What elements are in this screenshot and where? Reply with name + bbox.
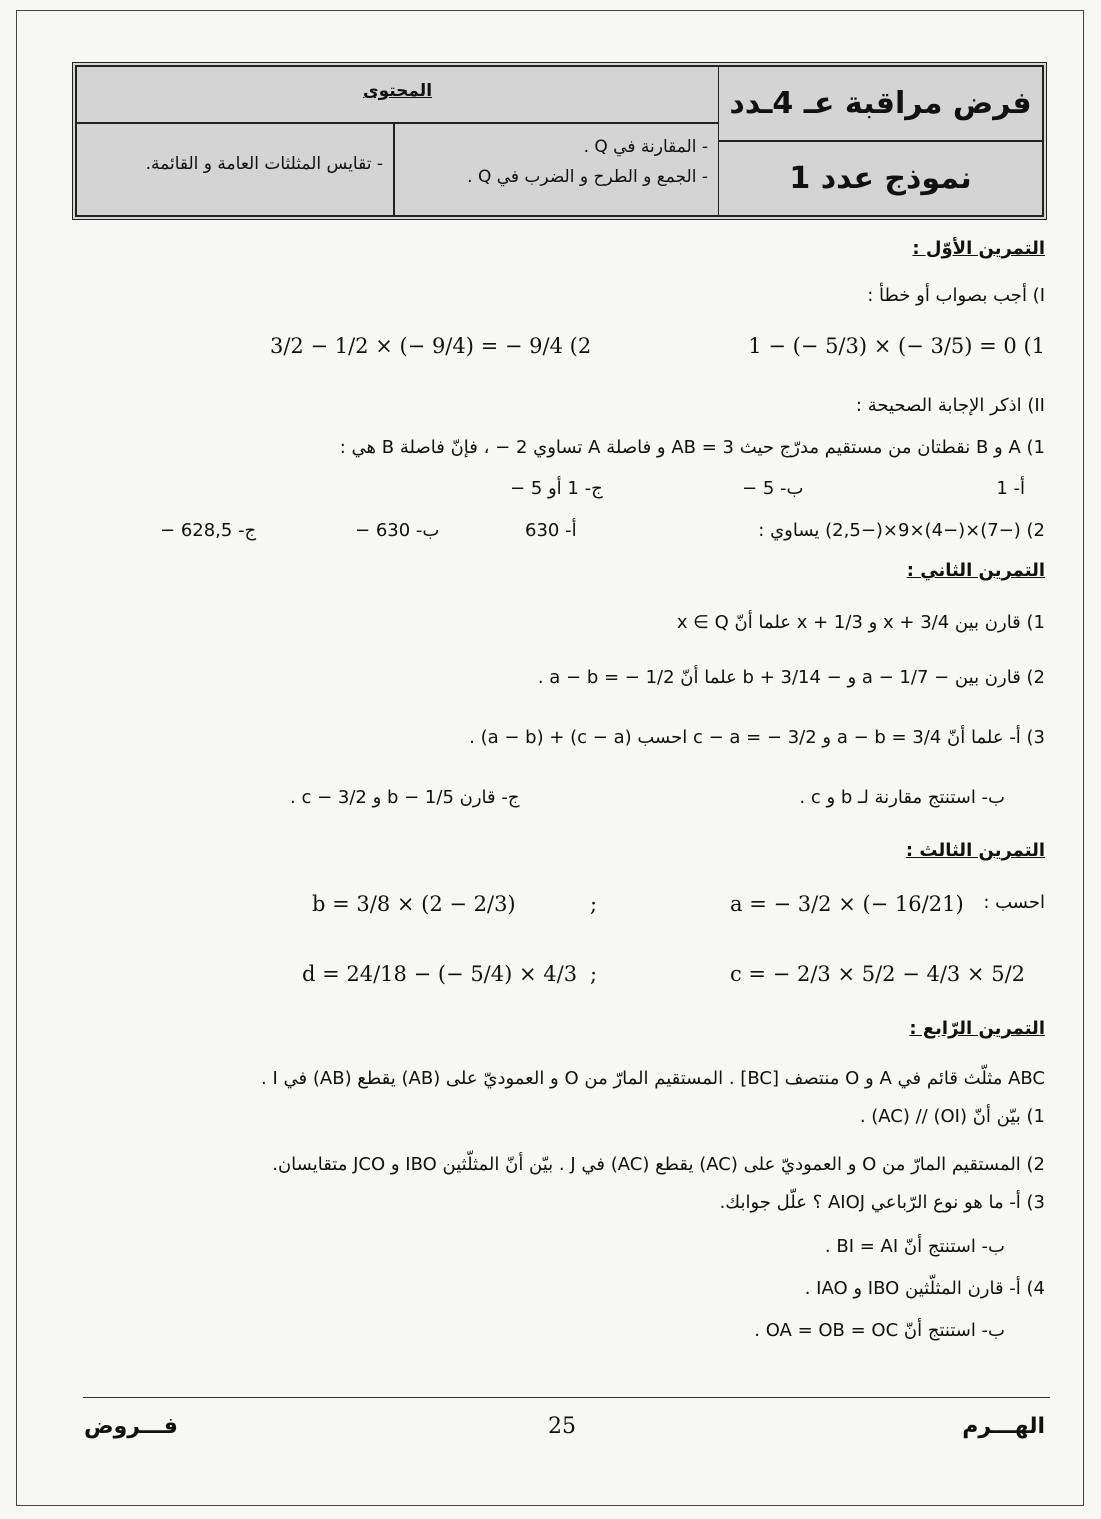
ex3-d: d = 24/18 − (− 5/4) × 4/3 [302,962,578,986]
content-label: المحتوى [76,66,719,123]
ex2-q3b: ب- استنتج مقارنة لـ b و c . [799,787,1005,808]
ex4-q3b: ب- استنتج أنّ BI = AI . [824,1236,1005,1257]
choice: ج- 1 أو 5 − [510,478,603,499]
separator: ; [590,962,598,986]
content-rationals [394,123,719,216]
ex1-part-i: I) أجب بصواب أو خطأ : [867,285,1045,306]
exercise-2-title: التمرين الثاني : [906,560,1045,581]
ex4-q1: 1) بيّن أنّ (OI) // (AC) . [859,1106,1045,1127]
ex2-q2: 2) قارن بين − a − 1/7 و − b + 3/14 علما أنّ a − b = − 1/2 . [537,667,1045,688]
ex4-q4b: ب- استنتج أنّ OA = OB = OC . [754,1320,1005,1341]
footer-rule [83,1397,1050,1398]
ex4-intro: ABC مثلّث قائم في A و O منتصف [BC] . المستقيم المارّ من O و العموديّ على (AB) يقطع (AB) في I . [261,1068,1045,1089]
ex2-q1: 1) قارن بين x + 3/4 و x + 1/3 علما أنّ x ∈ Q [676,612,1045,633]
ex3-b: b = 3/8 × (2 − 2/3) [312,892,516,916]
content-triangles: - تقايس المثلثات العامة و القائمة. [76,123,394,216]
ex1-part-ii: II) اذكر الإجابة الصحيحة : [855,395,1045,416]
ex1-q2: 3/2 − 1/2 × (− 9/4) = − 9/4 (2 [270,334,592,358]
ex4-q2: 2) المستقيم المارّ من O و العموديّ على (AC) يقطع (AC) في J . بيّن أنّ المثلّثين IBO و JCO متقايسان. [272,1154,1045,1175]
ex4-q4a: 4) أ- قارن المثلّثين IBO و IAO . [804,1278,1045,1299]
exercise-1-title: التمرين الأوّل : [912,238,1045,259]
choice: أ- 1 [996,478,1025,499]
footer-right: الهـــرم [962,1414,1045,1439]
ex1-ii-q2: 2) (−7)×(−4)×9×(−2,5) يساوي : [758,520,1045,541]
ex2-q3a: 3) أ- علما أنّ a − b = 3/4 و c − a = − 3/2 احسب (c − a) + (a − b) . [469,727,1045,748]
ex4-q3a: 3) أ- ما هو نوع الرّباعي AIOJ ؟ علّل جوابك. [719,1192,1045,1213]
ex2-q3c: ج- قارن b − 1/5 و c − 3/2 . [290,787,520,808]
choice: ب- 630 − [355,520,440,541]
model-number: نموذج عدد 1 [718,141,1043,216]
choice: ج- 628,5 − [160,520,257,541]
ex1-q1: 1 − (− 5/3) × (− 3/5) = 0 (1 [748,334,1045,358]
header-box [72,62,1047,220]
choice: أ- 630 [525,520,577,541]
ex3-intro: احسب : [983,892,1045,913]
ex3-c: c = − 2/3 × 5/2 − 4/3 × 5/2 [730,962,1026,986]
separator: ; [590,892,598,916]
exercise-3-title: التمرين الثالث : [905,840,1045,861]
content-item: - الجمع و الطرح و الضرب في Q . [467,167,708,187]
page-number: 25 [548,1414,576,1439]
footer-left: فـــروض [84,1414,178,1439]
content-item: - المقارنة في Q . [583,137,708,157]
ex1-ii-q1: 1) A و B نقطتان من مستقيم مدرّج حيث AB = 3 و فاصلة A تساوي 2 − ، فإنّ فاصلة B هي : [339,437,1045,458]
ex3-a: a = − 3/2 × (− 16/21) [730,892,964,916]
exam-title: فرض مراقبة عـ 4ـدد [718,66,1043,141]
choice: ب- 5 − [742,478,804,499]
exercise-4-title: التمرين الرّابع : [909,1018,1045,1039]
